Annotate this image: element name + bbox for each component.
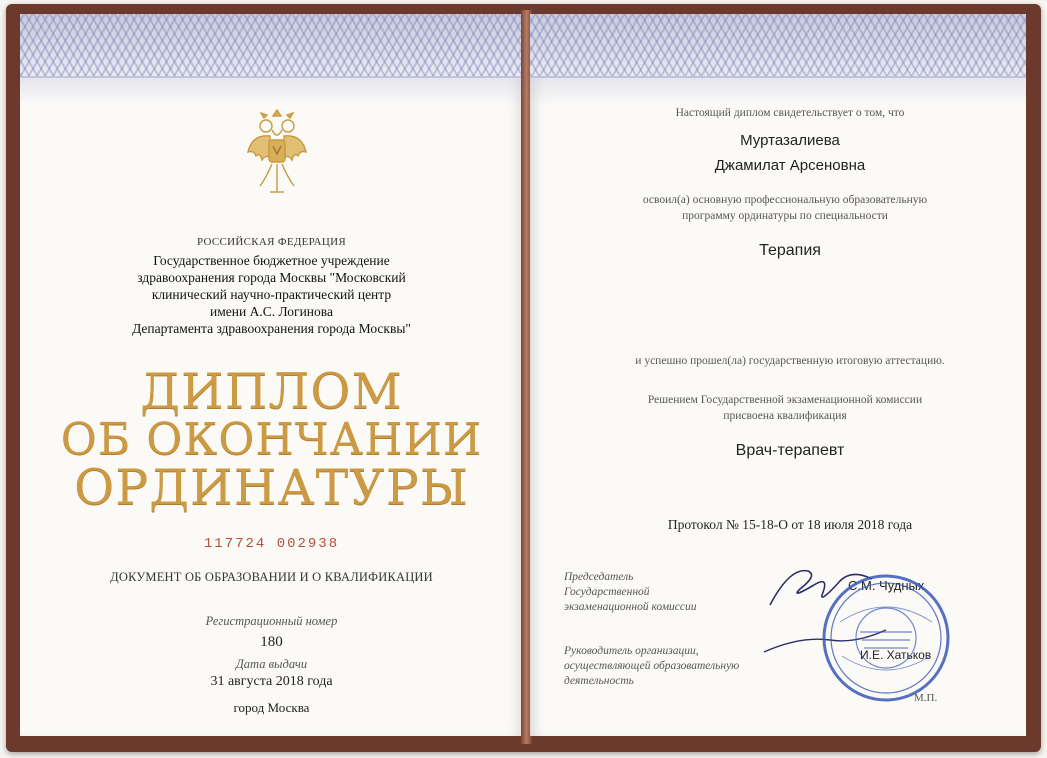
- diploma-title-line: ОРДИНАТУРЫ: [74, 459, 469, 516]
- graduate-surname: Муртазалиева: [740, 132, 840, 149]
- institution-line: здравоохранения города Москвы "Московский: [137, 270, 406, 285]
- graduate-given-names: Джамилат Арсеновна: [714, 157, 866, 174]
- specialty: Терапия: [759, 242, 821, 259]
- top-ornament-band: [20, 14, 523, 78]
- round-seal-stamp: [820, 572, 952, 704]
- qualification: Врач-терапевт: [735, 442, 845, 459]
- head-title: Руководитель организации, осуществляющей образовательную деятельность: [564, 645, 740, 687]
- city: город Москва: [233, 700, 310, 715]
- head-name: И.Е. Хатьков: [860, 648, 932, 662]
- stamp-place-mark: М.П.: [914, 692, 938, 704]
- decision-text-line: присвоена квалификация: [723, 410, 847, 422]
- issue-date: 31 августа 2018 года: [210, 674, 333, 689]
- decision-text-line: Решением Государственной экзаменационной комиссии: [647, 394, 923, 406]
- top-ornament-band: [530, 14, 1026, 78]
- institution-line: клинический научно-практический центр: [151, 287, 392, 302]
- registration-number: 180: [260, 634, 283, 650]
- institution-line: имени А.С. Логинова: [210, 304, 333, 319]
- diploma-title-line: ДИПЛОМ: [140, 363, 403, 420]
- protocol: Протокол № 15-18-О от 18 июля 2018 года: [667, 517, 913, 532]
- program-text-line: освоил(а) основную профессиональную образовательную: [642, 194, 928, 206]
- intro-text: Настоящий диплом свидетельствует о том, что: [675, 107, 905, 119]
- chair-name: С.М. Чудных: [848, 578, 925, 593]
- institution-line: Департамента здравоохранения города Москвы": [132, 321, 411, 336]
- left-page: [20, 14, 523, 736]
- serial-number: 117724 002938: [203, 536, 340, 552]
- institution-line: Государственное бюджетное учреждение: [153, 253, 390, 268]
- document-type: ДОКУМЕНТ ОБ ОБРАЗОВАНИИ И О КВАЛИФИКАЦИИ: [110, 570, 433, 584]
- issue-date-label: Дата выдачи: [235, 657, 308, 671]
- chair-title: Председатель Государственной экзаменационной комиссии: [564, 571, 697, 613]
- attestation-text: и успешно прошел(ла) государственную итоговую аттестацию.: [635, 355, 945, 367]
- right-page: [530, 14, 1026, 736]
- program-text-line: программу ординатуры по специальности: [682, 210, 888, 222]
- country-name: РОССИЙСКАЯ ФЕДЕРАЦИЯ: [196, 236, 347, 248]
- coat-of-arms-icon: [244, 106, 310, 202]
- diploma-title-line: ОБ ОКОНЧАНИИ: [60, 414, 483, 465]
- registration-label: Регистрационный номер: [205, 614, 338, 628]
